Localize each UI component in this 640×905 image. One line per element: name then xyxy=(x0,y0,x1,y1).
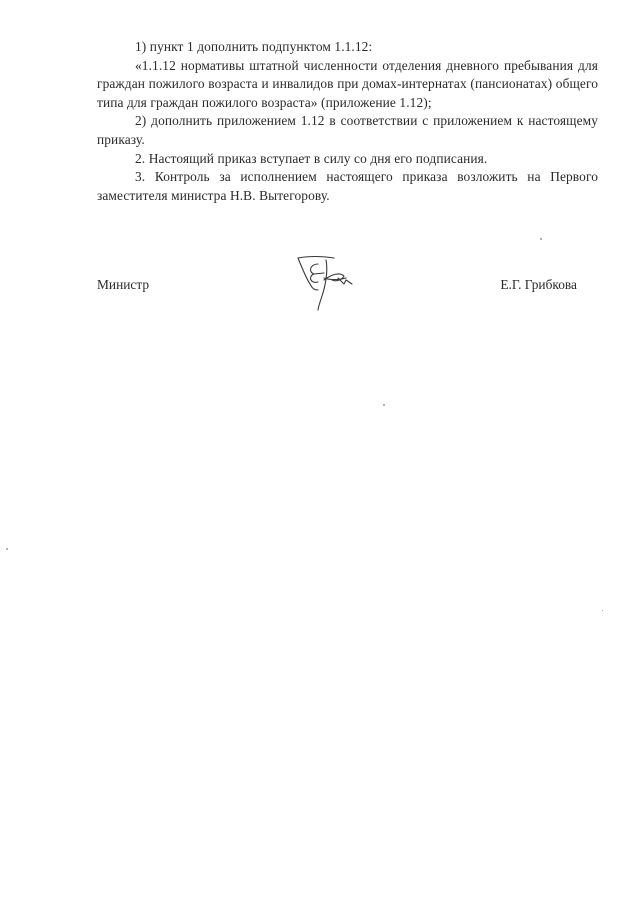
scan-speck xyxy=(6,548,8,550)
scan-speck xyxy=(383,404,385,406)
scan-speck xyxy=(602,610,603,611)
paragraph-subitem-1-1-12: «1.1.12 нормативы штатной численности отделения дневного пребывания для граждан пожилого возраста и инвалидов при домах-интернатах (пансионатах) общего типа для граждан пожилого возраста» (приложение 1.12); xyxy=(97,57,598,110)
paragraph-control: 3. Контроль за исполнением настоящего приказа возложить на Первого заместителя министра Н.В. Вытегорову. xyxy=(97,169,598,203)
scan-speck xyxy=(540,238,542,240)
handwritten-signature xyxy=(288,250,364,314)
paragraph-effective-date: 2. Настоящий приказ вступает в силу со дня его подписания. xyxy=(135,150,488,166)
paragraph-item-2-appendix: 2) дополнить приложением 1.12 в соответствии с приложением к настоящему приказу. xyxy=(97,113,598,147)
signatory-name: Е.Г. Грибкова xyxy=(500,277,577,292)
signatory-title: Министр xyxy=(97,277,150,292)
paragraph-item-1-amendment: 1) пункт 1 дополнить подпунктом 1.1.12: xyxy=(135,39,373,54)
document-body xyxy=(97,38,598,205)
